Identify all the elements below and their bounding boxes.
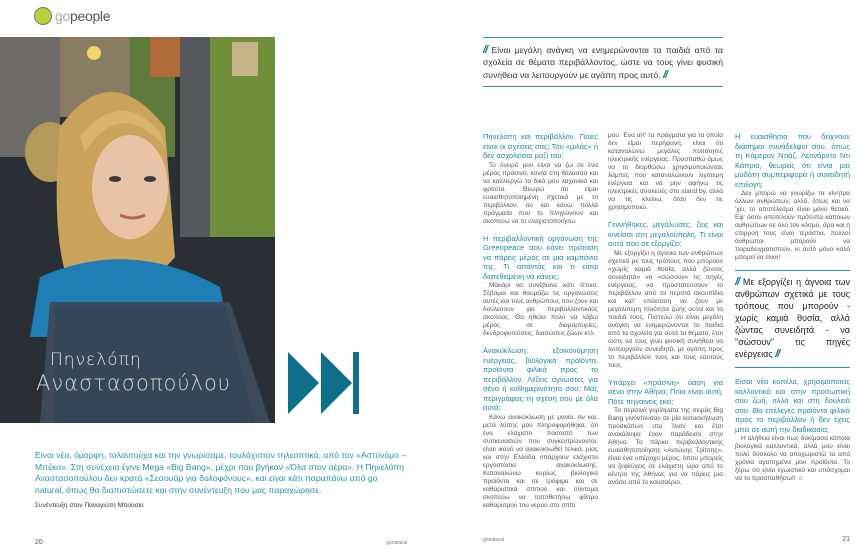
question: Υπάρχει «πράσινη» όαση για σένα στην Αθήνα; Ποια είναι αυτή; Πότε πηγαίνεις εκεί; xyxy=(608,377,723,406)
fast-forward-icon xyxy=(288,352,363,414)
logo-mark-icon xyxy=(34,7,52,25)
question: Η ευαισθησία που δείχνουν διάσημοι συνάδελφοί σου, όπως τη Κάμερον Ντιάζ, Λεονάρντο Ντι Κάπριο, θεωρείς ότι είναι μια μοδάτη συμπεριφορά ή συνειδητή επιλογή; xyxy=(735,132,850,189)
question: Γεννήθηκες, μεγάλωσες, ζεις και κινείσαι στη μεγαλούπολη. Τι είναι αυτό που σε εξοργίζει; xyxy=(608,220,723,248)
quote-mark-icon: // xyxy=(775,348,780,360)
answer: Μακάρι να συνέβαινε κάτι τέτοιο. Σέβομαι και θαυμάζω τις οργανώσεις αυτές και τους ανθρώπους που ζουν και δουλεύουν για περιβαλλοντικούς σκοπούς. Θα ήθελα πολύ να λάβω μέρος σε διαμαρτυρίες, δενδροφυτεύσεις, διασώσεις ζώων κτλ. xyxy=(483,282,598,337)
question: Πηνελόπη και περιβάλλον. Ποιες είναι οι σχέσεις σας; Του «μιλάς» ή δεν ασχολείσαι μαζί του; xyxy=(483,132,598,160)
page-number-left: 20 xyxy=(35,539,43,546)
answer: Με εξοργίζει η άγνοια των ανθρώπων σχετικά με τους τρόπους που μπορούν «χωρίς καμιά θυσία, αλλά ζώντας συνειδητά» να «σώσουν» τις πηγές ενέργειας, να προστατεύσουν το περιβάλλον από τα περιττά σκουπίδια και κατ' επέκταση να ζουν με μεγαλύτερη ποιότητα ζωής αυτοί και τα παιδιά τους. Πιστεύω ότι είναι μεγάλη ανάγκη να ενημερώνονται τα παιδιά από τα σχολεία για αυτά τα θέματα, έτσι ώστε να τους γίνει φυσική συνήθεια να λειτουργούν συνειδητά, με αγάπη προς το περιβάλλον τους και τους εαυτούς τους. xyxy=(608,249,723,369)
footer-left: gonatural xyxy=(386,540,407,546)
question: Είσαι νέα κοπέλα, χρησιμοποιείς καλλυντικά και στην προσωπική σου ζωή, αλλά και στη δουλειά σου. Θα επέλεγες προϊόντα φιλικά προς το περιβάλλον ή δεν έχεις μπει σε αυτή την διαδικασία; xyxy=(735,377,850,434)
answer: Το όνειρό μου είναι να ζω σε ένα μέρος πράσινο, κοντά στη θάλασσα και να καλλιεργώ τα δικά μου λαχανικά και φρούτα. Θεωρώ ότι είμαι ευαισθητοποιημένη σχετικά με το περιβάλλον, αν και κάνω πολλά πράγματα που το πληγώνουν και σκοπεύω να το ελαχιστοποιήσω. xyxy=(483,161,598,225)
quote-mark-icon: // xyxy=(735,276,740,288)
page-number-right: 21 xyxy=(842,536,850,543)
smiley-icon: ☺ xyxy=(797,475,805,482)
answer: Κάνω ανακύκλωση με μανία. Αν και, μετά λύπης μου πληροφορήθηκα, ότι ένα ελάχιστο ποσοστό των συσκευασιών που συγκεντρώνονται, είναι ικανό να ανακυκλωθεί τελικά, μιας και στην Ελλάδα υπάρχουν ελάχιστα εργοστάσια ανακύκλωσης. Καταναλώνω κυρίως βιολογικά προϊόντα και σε τρόφιμα και σε καθαριστικά σπιτιού και σύντομα σκοπεύω να τοποθετήσω φίλτρο καθαρισμού του νερού στο σπίτι xyxy=(483,413,598,509)
header-quote: // Είναι μεγάλη ανάγκη να ενημερώνονται τα παιδιά από τα σχολεία σε θέματα περιβάλλοντος, ώστε να τους γίνει φυσική συνήθεια να λειτουργούν με αγάπη προς αυτό. // xyxy=(483,37,723,87)
byline: Συνέντευξη στον Παναγιώτη Μπούσιο xyxy=(35,502,144,509)
quote-mark-icon: // xyxy=(483,44,488,56)
answer: Δεν μπορώ να γνωρίζω τα κίνητρα άλλων ανθρώπων, αλλά, όπως και να 'χει, το αποτέλεσμα είναι μόνο θετικό. Εφ' όσον αποτελούν πρότυπα κάποιων ανθρώπων σε όλο τον κόσμο, άρα και η επιρροή τους είναι τεράστια, πολλοί άνθρωποι μπορούν να παραδειγματιστούν, κι αυτό μόνο καλό μπορεί να είναι! xyxy=(735,190,850,261)
column-1 xyxy=(483,132,598,544)
footer-right: gonatural xyxy=(483,537,504,543)
question: Ανακύκλωση, εξοικονόμηση ενέργειας, βιολογικά προϊόντα, προϊόντα φιλικά προς το περιβάλλον. Λέξεις άγνωστες για σένα ή καθημερινότητα σου; Μας περιγράφεις τη σχέση σου με όλα αυτά; xyxy=(483,346,598,412)
answer: Η αλήθεια είναι πως δοκίμασα κάποια βιολογικά καλλυντικά, αλλά μου είναι πολύ δύσκολο να αποχωριστώ τα από χρόνια αγαπημένα μου προϊόντα. Το ξέρω ότι είναι εγωιστικό και υπόσχομαι να το προσπαθήσω!! ☺ xyxy=(735,435,850,482)
column-3 xyxy=(735,132,850,544)
answer: μου. Ένα απ' τα πράγματα για τα οποία δεν είμαι περήφανη, είναι ότι καταναλώνω μεγάλες ποσότητες ηλεκτρικής ενέργειας. Προσπαθώ όμως να το διορθώσω χρησιμοποιώντας λάμπες που καταναλώνουν λιγότερη ενέργεια και να μην αφήνω τις ηλεκτρικές συσκευές στο stand by, αλλά να τις κλείνω, όταν δεν τις χρησιμοποιώ. xyxy=(608,132,723,211)
question: Η περιβαλλοντική οργάνωση της Greenpeace σου κάνει πρόταση να πάρεις μέρος σε μια καμπάνια της. Τι απαντάς και τι είσαι διατεθειμένη να κάνεις; xyxy=(483,233,598,281)
answer: Τα περσινά γυρίσματα της σειράς Big Bang γινόντουσαν σε μία κατασκήνωση προσκόπων στο Ίλιον και έτσι ανακάλυψα έναν παράδεισο στην Αθήνα. Το πάρκο περιβαλλοντικής ευαισθητοποίησης «Αντώνης Τρίτσης», είναι ένα υπέροχο μέρος, όπου μπορείς να ξεφεύγεις σε ελάχιστη ώρα από το κέντρο της Αθήνας για να πάρεις μια ανάσα από το καυσαέριο. xyxy=(608,407,723,486)
pull-quote: // Με εξοργίζει η άγνοια των ανθρώπων σχετικά με τους τρόπους που μπορούν - χωρίς καμιά θυσία, αλλά ζώντας συνειδητά - να "σώσουν" τις πηγές ενέργειας // xyxy=(735,270,850,368)
article-title: Πηνελόπη Αναστασοπούλου xyxy=(36,350,231,395)
column-2 xyxy=(608,132,723,544)
gopeople-logo: gopeople xyxy=(34,7,110,25)
quote-mark-icon: // xyxy=(663,68,668,81)
intro-paragraph: Είναι νέα, όμορφη, ταλαντούχα και την γνωρίσαμε, τουλάχιστον τηλεοπτικά, από τον «Αστυνόμο – Μπέκα». Στη συνέχεια έγινε Mega «Big Bang», μέχρι που βγήκαν «Όλα στον αέρα». Η Πηνελόπη Αναστασοπούλου δεν κρατά «Σεσουάρ για δολοφόνους», και είναι κάτι παραπάνω από go natural, όπως θα διαπιστώσετε και στην συνέντευξη που μας παραχώρησε. xyxy=(35,450,407,495)
intro-section xyxy=(35,450,407,547)
